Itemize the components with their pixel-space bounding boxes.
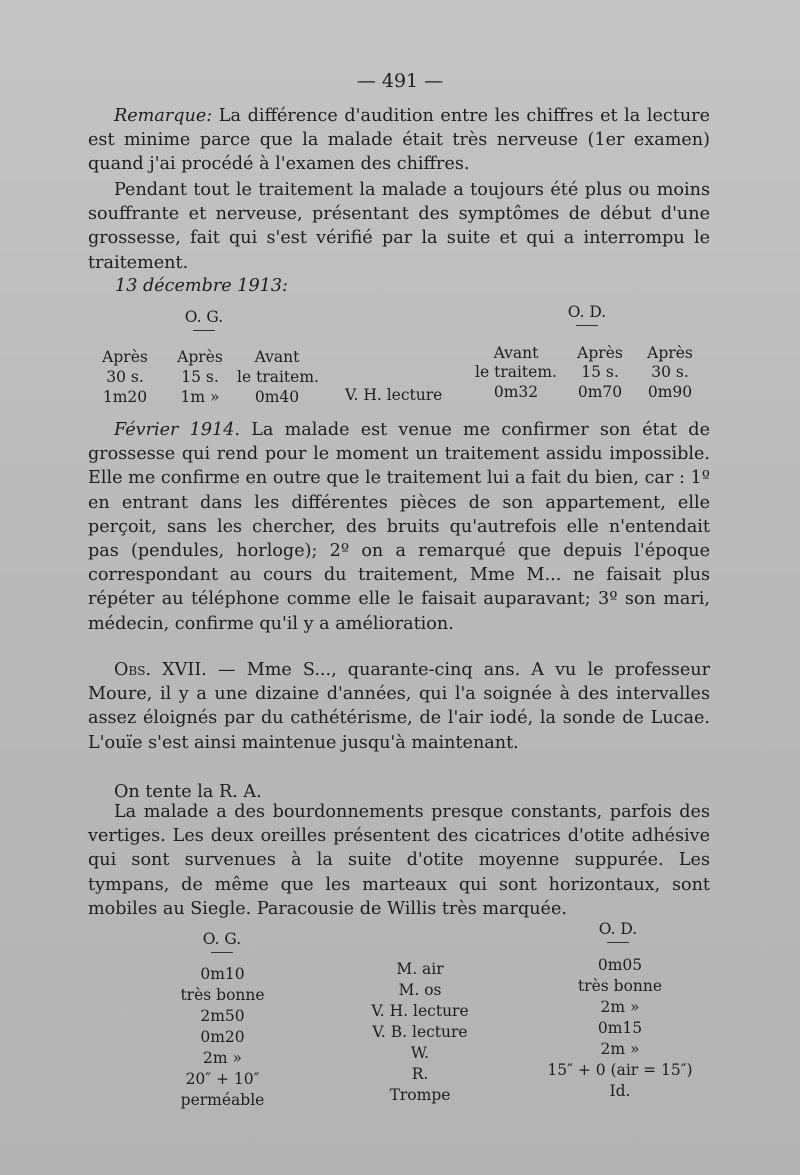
table1-cell: 1m »	[180, 388, 220, 406]
table2-cell: W.	[410, 1044, 430, 1062]
table1-cell: 15 s.	[181, 368, 219, 386]
table2-cell: 0m20	[200, 1028, 245, 1046]
fevrier-paragraph	[88, 418, 710, 636]
table2-og-label: O. G.	[202, 930, 242, 948]
table1-og-rule	[193, 330, 215, 331]
table1-cell: Après	[102, 348, 148, 366]
table1-cell: 0m40	[254, 388, 300, 406]
remarque-label: Remarque:	[114, 106, 213, 126]
date-heading-1: 13 décembre 1913:	[115, 276, 288, 296]
table2-cell: V. B. lecture	[372, 1023, 468, 1041]
fevrier-label: Février 1914.	[114, 420, 241, 440]
on-tente-line: On tente la R. A.	[114, 782, 262, 802]
table2-od-label: O. D.	[598, 920, 638, 938]
table2-og-heading	[190, 930, 254, 953]
table2-cell: 0m10	[200, 965, 245, 983]
table1-od-label: O. D.	[567, 303, 607, 321]
table2-cell: Id.	[609, 1082, 631, 1100]
table1-cell: 0m90	[647, 383, 693, 401]
table1-cell: Après	[177, 348, 223, 366]
page-number: — 491 —	[356, 70, 444, 92]
table2-cell: Trompe	[389, 1086, 451, 1104]
observation-text: — Mme S..., quarante-cinq ans. A vu le professeur Moure, il y a une dizaine d'années, qui l'a soignée à des intervalles assez éloignés par du cathétérisme, de l'air iodé, la sonde de Lucae. L'ouïe s'est ainsi maintenue jusqu'à maintenant.	[88, 660, 710, 753]
table1-cell: Après	[647, 344, 693, 362]
table1-cell: Avant	[254, 348, 300, 366]
table1-cell: 30 s.	[106, 368, 144, 386]
table1-og-heading	[172, 308, 236, 331]
table2-cell: R.	[411, 1065, 429, 1083]
table1-middle-label: V. H. lecture	[345, 386, 443, 404]
table2-cell: 2m50	[200, 1007, 245, 1025]
table2-cell: très bonne	[180, 986, 265, 1004]
observation-label: Obs. XVII.	[114, 660, 207, 680]
table2-cell: M. air	[396, 960, 444, 978]
table1-cell: 0m32	[493, 383, 539, 401]
table2-cell: 0m05	[597, 956, 643, 974]
table2-cell: M. os	[398, 981, 442, 999]
treatment-paragraph: Pendant tout le traitement la malade a toujours été plus ou moins souffrante et nerveuse, présentant des symptômes de début d'une grossesse, fait qui s'est vérifié par la suite et qui a interrompu le traitement.	[88, 180, 710, 273]
remarque-paragraph	[88, 104, 710, 177]
table2-od-heading	[586, 920, 650, 943]
table2-cell: 20″ + 10″	[185, 1070, 260, 1088]
table2-od-rule	[607, 942, 629, 943]
table1-cell: 15 s.	[581, 363, 619, 381]
table1-cell: 30 s.	[651, 363, 689, 381]
table1-cell: le traitem.	[237, 368, 319, 386]
table2-og-rule	[211, 952, 233, 953]
table1-od-rule	[576, 325, 598, 326]
table1-cell: le traitem.	[475, 363, 557, 381]
table1-cell: 0m70	[577, 383, 623, 401]
table2-cell: 0m15	[597, 1019, 643, 1037]
fevrier-text: La malade est venue me confirmer son état de grossesse qui rend pour le moment un traitement assidu impossible. Elle me confirme en outre que le traitement lui a fait du bien, car : 1º en entrant dans les différentes pièces de son appartement, elle perçoit, sans les chercher, des bruits qu'autrefois elle n'entendait pas (pendules, horloge); 2º on a remarqué que depuis l'époque correspondant au cours du traitement, Mme M... ne faisait plus répéter au téléphone comme elle le faisait auparavant; 3º son mari, médecin, confirme qu'il y a amélioration.	[88, 420, 710, 634]
table1-cell: Avant	[493, 344, 539, 362]
table2-cell: 2m »	[600, 998, 640, 1016]
table2-cell: très bonne	[577, 977, 663, 995]
malade-paragraph: La malade a des bourdonnements presque constants, parfois des vertiges. Les deux oreilles présentent des cicatrices d'otite adhésive qui sont survenues à la suite d'otite moyenne suppurée. Les tympans, de même que les marteaux qui sont horizontaux, sont mobiles au Siegle. Paracousie de Willis très marquée.	[88, 802, 710, 919]
remarque-text: La différence d'audition entre les chiffres et la lecture est minime parce que la malade était très nerveuse (1er examen) quand j'ai procédé à l'examen des chiffres.	[88, 106, 710, 175]
table1-og-label: O. G.	[184, 308, 224, 326]
table1-od-heading	[555, 303, 619, 326]
table2-cell: V. H. lecture	[371, 1002, 469, 1020]
table2-cell: 2m »	[600, 1040, 640, 1058]
table2-cell: perméable	[180, 1091, 265, 1109]
table1-cell: 1m20	[102, 388, 148, 406]
table2-cell: 2m »	[203, 1049, 242, 1067]
observation-paragraph	[88, 658, 710, 755]
table2-cell: 15″ + 0 (air = 15″)	[547, 1061, 693, 1079]
table1-cell: Après	[577, 344, 623, 362]
